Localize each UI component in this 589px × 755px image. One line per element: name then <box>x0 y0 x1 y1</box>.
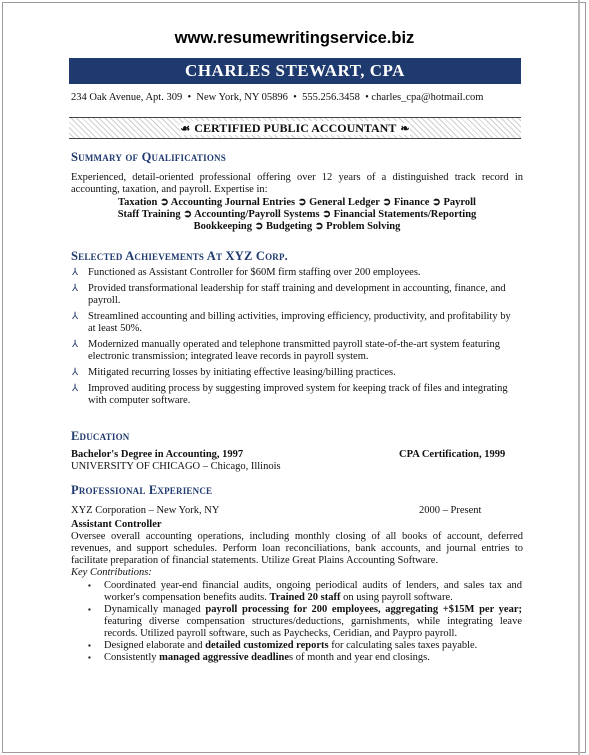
job-role: Assistant Controller <box>71 519 162 530</box>
name-header: CHARLES STEWART, CPA <box>69 58 521 84</box>
job-dates: 2000 – Present <box>419 505 482 516</box>
address: 234 Oak Avenue, Apt. 309 <box>71 92 183 103</box>
city: New York, NY 05896 <box>196 92 288 103</box>
separator: • <box>187 92 192 103</box>
bullet-icon: ▪ <box>88 641 91 650</box>
company: XYZ Corporation <box>71 505 146 516</box>
title-banner <box>69 117 521 139</box>
contributions-label: Key Contributions: <box>71 567 152 578</box>
ornament-left-icon: ☙ <box>180 123 191 135</box>
bullet-icon: ▪ <box>88 605 91 614</box>
contact-line <box>71 92 483 103</box>
page-edge <box>578 0 580 755</box>
professional-title: CERTIFIED PUBLIC ACCOUNTANT <box>190 121 400 135</box>
achievements-list <box>72 267 518 407</box>
achievements-heading: Selected Achievements At XYZ Corp. <box>71 249 288 263</box>
caret-icon: ⅄ <box>72 367 79 378</box>
summary-text: Experienced, detail-oriented professional offering over 12 years of a distinguished track record in accounting, taxation, and payroll. Expertise in: <box>71 172 523 195</box>
caret-icon: ⅄ <box>72 267 79 278</box>
list-item: ▪ Consistently managed aggressive deadlines of month and year end closings. <box>88 652 430 663</box>
education-heading: Education <box>71 429 130 443</box>
list-item: ⅄ Improved auditing process by suggesting improved system for keeping track of files and integrating with computer software. <box>72 383 508 406</box>
contributions-list <box>88 580 522 664</box>
skills-line: Bookkeeping ➲ Budgeting ➲ Problem Solving <box>193 221 401 232</box>
certification: CPA Certification, 1999 <box>399 449 506 460</box>
skills-list <box>71 197 523 233</box>
ornament-right-icon: ❧ <box>400 123 410 135</box>
separator: • <box>365 92 369 103</box>
bullet-icon: ▪ <box>88 581 91 590</box>
caret-icon: ⅄ <box>72 283 79 294</box>
website-url: www.resumewritingservice.biz <box>174 29 415 47</box>
list-item: ▪ Dynamically managed payroll processing for 200 employees, aggregating +$15M per year; featuring diverse compensation structures/deductions, garnishments, while integrating leave records. Utilized payroll software, such as Paychecks, Ceridian, and Paypro payroll. <box>88 604 522 639</box>
summary-heading: Summary of Qualifications <box>71 150 226 164</box>
caret-icon: ⅄ <box>72 339 79 350</box>
list-item: ⅄ Mitigated recurring losses by initiating effective leasing/billing practices. <box>72 367 396 378</box>
school: UNIVERSITY OF CHICAGO – Chicago, Illinois <box>71 461 281 472</box>
degree: Bachelor's Degree in Accounting, 1997 <box>71 449 244 460</box>
experience-heading: Professional Experience <box>71 483 213 497</box>
list-item: ⅄ Functioned as Assistant Controller for $60M firm staffing over 200 employees. <box>72 267 421 278</box>
list-item: ⅄ Modernized manually operated and telephone transmitted payroll state-of-the-art system featuring electronic transmission; integrated leave records in payroll system. <box>72 339 500 362</box>
location: – New York, NY <box>145 505 220 516</box>
skills-line: Staff Training ➲ Accounting/Payroll Systems ➲ Financial Statements/Reporting <box>117 209 477 220</box>
list-item: ▪ Designed elaborate and detailed customized reports for calculating sales taxes payable. <box>88 640 478 651</box>
list-item: ▪ Coordinated year-end financial audits, ongoing periodical audits of lenders, and sales tax and worker's compensation benefits audits. Trained 20 staff on using payroll software. <box>88 580 522 603</box>
job-description: Oversee overall accounting operations, including monthly closing of all books of account, deferred revenues, and support schedules. Perform loan reconciliations, bank accounts, and journal entries to facilitate preparation of financial statements. Utilize Great Plains Accounting Software. <box>71 531 523 566</box>
caret-icon: ⅄ <box>72 383 79 394</box>
caret-icon: ⅄ <box>72 311 79 322</box>
skills-line: Taxation ➲ Accounting Journal Entries ➲ General Ledger ➲ Finance ➲ Payroll <box>118 197 476 208</box>
employer <box>71 505 219 517</box>
list-item: ⅄ Streamlined accounting and billing activities, improving efficiency, productivity, and profitability by at least 50%. <box>72 311 511 334</box>
phone: 555.256.3458 <box>302 92 360 103</box>
bullet-icon: ▪ <box>88 653 91 662</box>
email: charles_cpa@hotmail.com <box>371 92 484 103</box>
list-item: ⅄ Provided transformational leadership for staff training and development in accounting, finance, and payroll. <box>72 283 506 306</box>
separator: • <box>293 92 297 103</box>
